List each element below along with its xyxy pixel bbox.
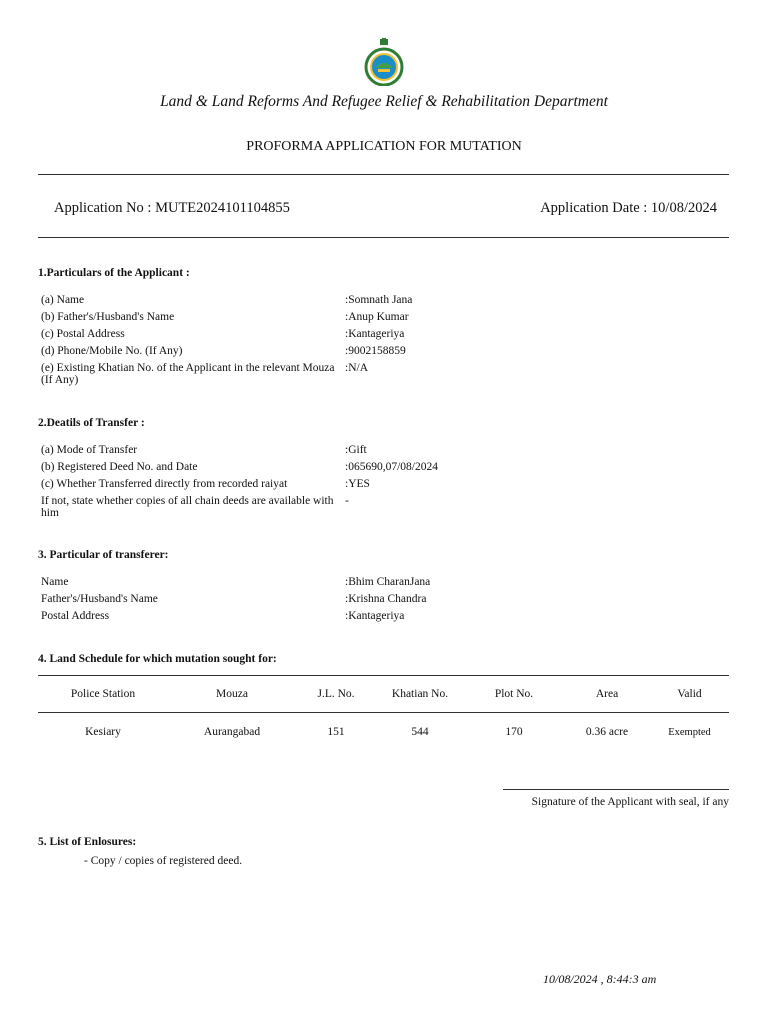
field-value: :065690,07/08/2024 — [345, 461, 438, 473]
field-value: :9002158859 — [345, 345, 406, 357]
field-label: (e) Existing Khatian No. of the Applicant in the relevant Mouza (If Any) — [41, 362, 335, 386]
table-cell: Kesiary — [85, 726, 121, 738]
field-value: :Kantageriya — [345, 610, 405, 622]
form-title: PROFORMA APPLICATION FOR MUTATION — [246, 139, 522, 154]
table-cell: 0.36 acre — [585, 726, 629, 738]
state-emblem-logo — [358, 38, 410, 86]
table-header-row — [38, 676, 729, 713]
enclosure-item: - Copy / copies of registered deed. — [84, 855, 243, 867]
field-value: :Kantageriya — [345, 328, 405, 340]
field-label: If not, state whether copies of all chain deeds are available with him — [41, 495, 334, 519]
department-title: Land & Land Reforms And Refugee Relief & Rehabilitation Department — [160, 93, 608, 110]
field-label: Name — [41, 576, 69, 588]
table-cell: 170 — [505, 726, 523, 738]
column-header: Mouza — [168, 676, 296, 713]
table-cell: Exempted — [668, 726, 711, 738]
section-schedule-heading: 4. Land Schedule for which mutation sought for: — [38, 653, 277, 665]
field-label: (b) Father's/Husband's Name — [41, 311, 175, 323]
column-header: Area — [564, 676, 650, 713]
signature-caption: Signature of the Applicant with seal, if any — [531, 796, 729, 808]
divider — [38, 174, 729, 175]
field-label: (c) Postal Address — [41, 328, 125, 340]
table-cell: Aurangabad — [203, 726, 261, 738]
section-transfer-heading: 2.Deatils of Transfer : — [38, 417, 145, 429]
column-header: Khatian No. — [376, 676, 464, 713]
field-label: (d) Phone/Mobile No. (If Any) — [41, 345, 183, 357]
table-row — [38, 713, 729, 752]
field-label: (a) Name — [41, 294, 85, 306]
land-schedule-table — [38, 675, 729, 751]
divider — [38, 237, 729, 238]
field-value: :Anup Kumar — [345, 311, 409, 323]
field-value: :N/A — [345, 362, 368, 374]
field-value: :Krishna Chandra — [345, 593, 427, 605]
print-timestamp: 10/08/2024 , 8:44:3 am — [543, 972, 657, 986]
section-transferer-heading: 3. Particular of transferer: — [38, 549, 169, 561]
application-date: Application Date : 10/08/2024 — [540, 200, 717, 216]
field-value: :YES — [345, 478, 370, 490]
column-header: Plot No. — [464, 676, 564, 713]
table-cell: 544 — [411, 726, 429, 738]
field-label: (c) Whether Transferred directly from recorded raiyat — [41, 478, 288, 490]
field-label: Postal Address — [41, 610, 110, 622]
table-cell: 151 — [327, 726, 345, 738]
field-value: :Somnath Jana — [345, 294, 413, 306]
field-value: :Bhim CharanJana — [345, 576, 431, 588]
column-header: Valid — [650, 676, 729, 713]
field-label: (a) Mode of Transfer — [41, 444, 138, 456]
column-header: Police Station — [38, 676, 168, 713]
application-number: Application No : MUTE2024101104855 — [54, 200, 290, 216]
field-value: - — [345, 495, 349, 507]
section-applicant-heading: 1.Particulars of the Applicant : — [38, 267, 190, 279]
column-header: J.L. No. — [296, 676, 376, 713]
field-value: :Gift — [345, 444, 367, 456]
field-label: Father's/Husband's Name — [41, 593, 158, 605]
signature-line — [503, 789, 729, 790]
field-label: (b) Registered Deed No. and Date — [41, 461, 198, 473]
section-enclosures-heading: 5. List of Enlosures: — [38, 836, 137, 848]
